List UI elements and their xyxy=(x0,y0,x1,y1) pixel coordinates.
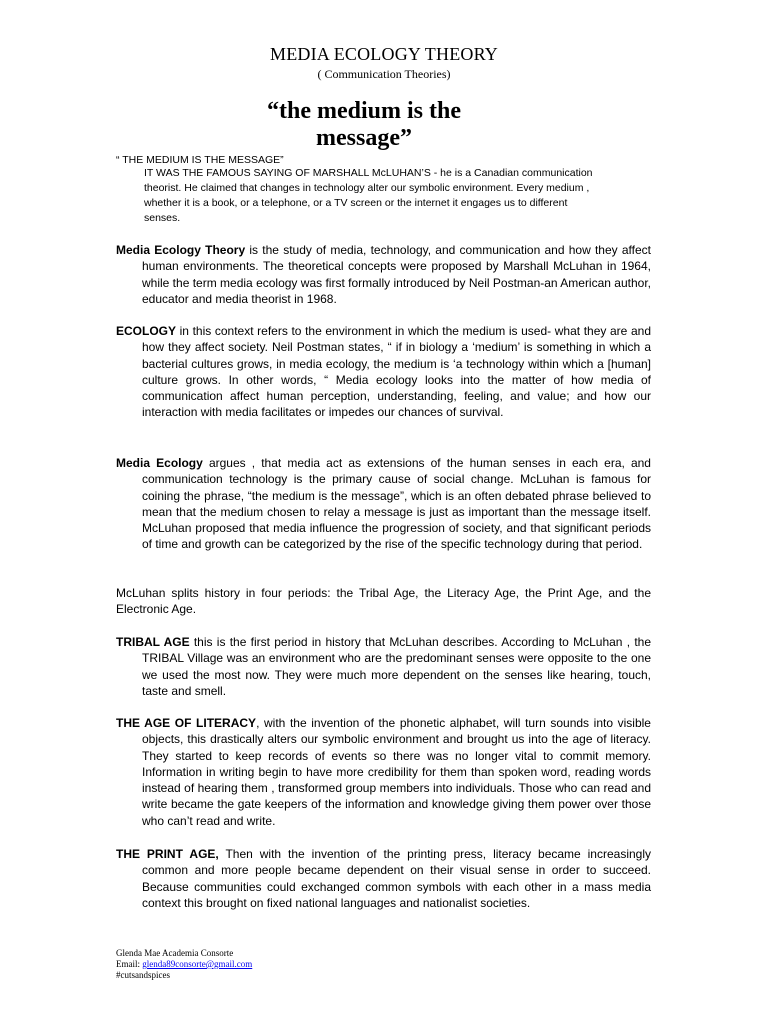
paragraph-ecology xyxy=(116,323,651,421)
footer-email-label: Email: xyxy=(116,959,143,969)
document-title: MEDIA ECOLOGY THEORY xyxy=(270,44,498,64)
paragraph-text: Then with the invention of the printing press, literacy became increasingly common and more people became dependent on their visual sense in order to succeed. Because communities could exchanged common symbols with each other in a mass media context this brought on fixed national languages and nationalist societies. xyxy=(142,847,652,910)
featured-quote: “the medium is the message” xyxy=(267,98,461,151)
paragraph-text: this is the first period in history that McLuhan describes. According to McLuhan , the TRIBAL Village was an environment who are the predominant senses were opposite to the one we used the most now. They were much more dependent on the senses like hearing, touch, taste and smell. xyxy=(142,635,651,698)
paragraph-four-periods xyxy=(116,585,651,618)
intro-heading: “ THE MEDIUM IS THE MESSAGE” xyxy=(116,154,284,166)
footer-email-link[interactable]: glenda89consorte@gmail.com xyxy=(142,959,253,969)
paragraph-text: is the study of media, technology, and communication and how they affect human environments. The theoretical concepts were proposed by Marshall McLuhan in 1964, while the term media ecology was first formally introduced by Neil Postman-an American author, educator and media theorist in 1968. xyxy=(142,243,652,306)
paragraph-print-age xyxy=(116,846,651,911)
paragraph-media-ecology xyxy=(116,455,651,553)
intro-line-1: IT WAS THE FAMOUS SAYING OF MARSHALL McLUHAN’S - he is a Canadian communication xyxy=(144,167,593,179)
paragraph-tribal-age xyxy=(116,634,651,699)
term-print-age: THE PRINT AGE, xyxy=(116,847,219,861)
document-subtitle: ( Communication Theories) xyxy=(317,67,451,81)
paragraph-age-of-literacy xyxy=(116,715,651,829)
paragraph-text: , with the invention of the phonetic alphabet, will turn sounds into visible objects, this drastically alters our symbolic environment and brought us into the age of literacy. They started to keep records of events so there was no longer vital to commit memory. Information in writing begin to have more credibility for them than spoken word, reading words instead of hearing them , transformed group members into individuals. Those who can read and write became the gate keepers of the information and knowledge giving them power over those who can’t read and write. xyxy=(142,716,651,828)
footer-email-line xyxy=(116,959,252,970)
term-tribal-age: TRIBAL AGE xyxy=(116,635,190,649)
footer-author: Glenda Mae Academia Consorte xyxy=(116,948,234,958)
term-age-of-literacy: THE AGE OF LITERACY xyxy=(116,716,257,730)
footer-tag: #cutsandspices xyxy=(116,970,170,980)
paragraph-text: argues , that media act as extensions of the human senses in each era, and communication technology is the primary cause of social change. McLuhan is famous for coining the phrase, “the medium is the message”, which is an often debated phrase believed to mean that the medium chosen to relay a message is just as important than the message itself. McLuhan proposed that media influence the progression of society, and that significant periods of time and growth can be categorized by the rise of the specific technology during that period. xyxy=(142,456,651,552)
paragraph-media-ecology-theory xyxy=(116,242,651,307)
paragraph-text: in this context refers to the environment in which the medium is used- what they are and how they affect society. Neil Postman states, “ if in biology a ‘medium’ is something in which a bacterial cultures grows, in media ecology, the medium is ‘a technology within which a [human] culture grows. In other words, “ Media ecology looks into the matter of how media of communication affect human perception, understanding, feeling, and value; and how our interaction with media facilitates or impedes our chances of survival. xyxy=(142,324,651,420)
term-ecology: ECOLOGY xyxy=(116,324,177,338)
intro-line-3: whether it is a book, or a telephone, or a TV screen or the internet it engages us to different xyxy=(144,197,568,209)
paragraph-text: McLuhan splits history in four periods: the Tribal Age, the Literacy Age, the Print Age, and the Electronic Age. xyxy=(116,586,651,617)
intro-line-4: senses. xyxy=(144,212,181,224)
footer xyxy=(116,948,252,981)
term-media-ecology-theory: Media Ecology Theory xyxy=(116,243,246,257)
intro-line-2: theorist. He claimed that changes in technology alter our symbolic environment. Every medium , xyxy=(144,182,590,194)
term-media-ecology: Media Ecology xyxy=(116,456,203,470)
